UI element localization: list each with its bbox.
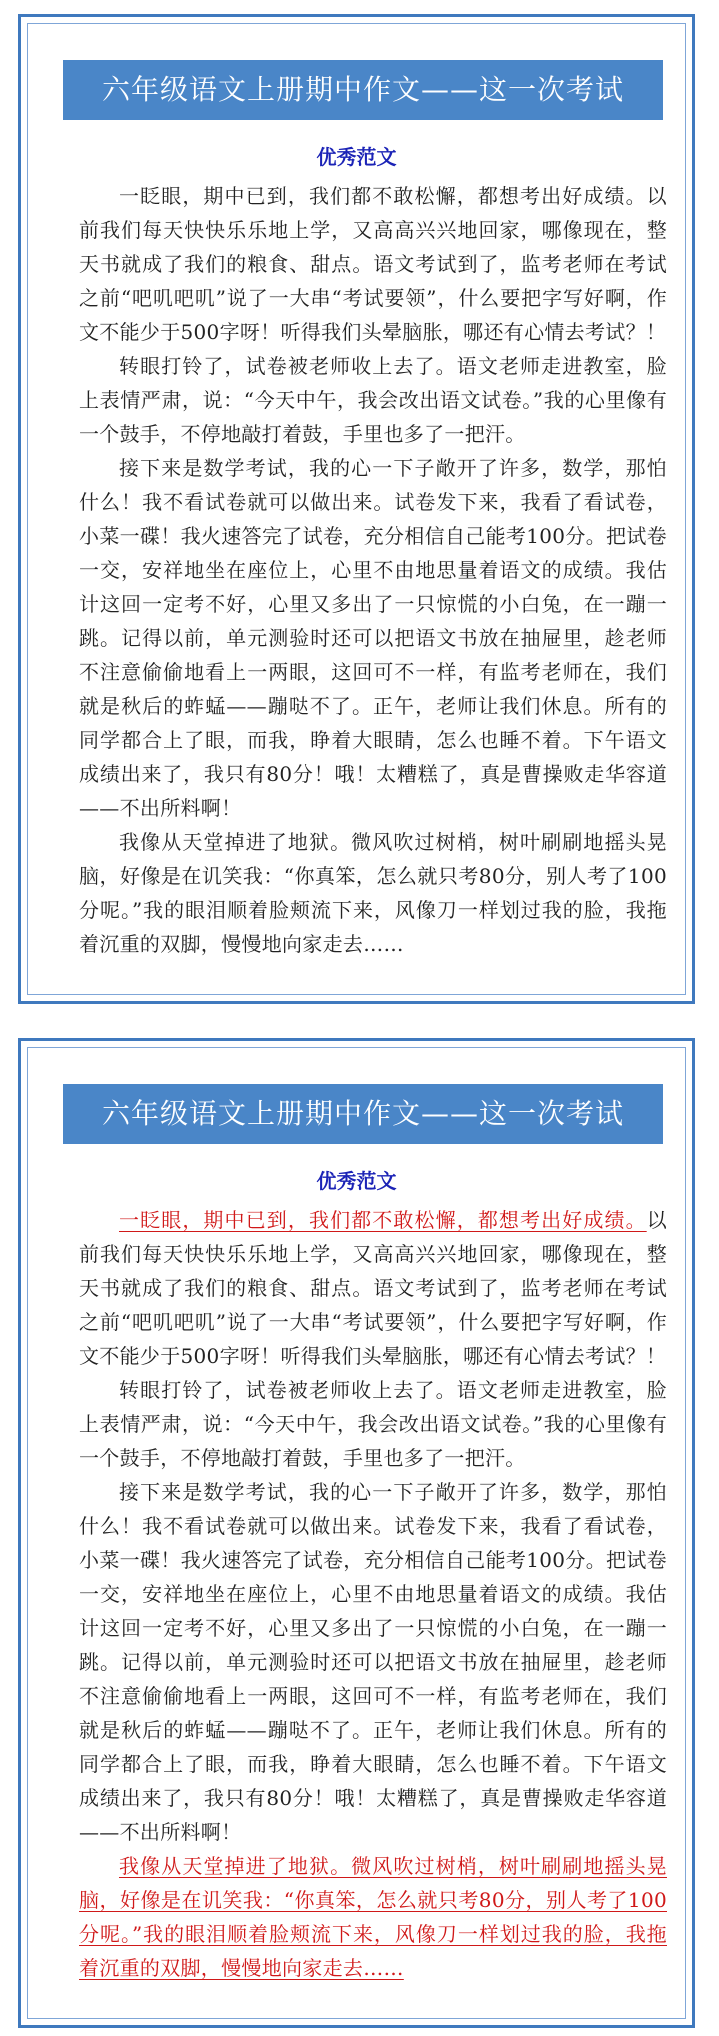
essay-paragraph: 接下来是数学考试，我的心一下子敞开了许多，数学，那怕什么！我不看试卷就可以做出来。试卷发下来，我看了看试卷，小菜一碟！我火速答完了试卷，充分相信自己能考100分。把试卷一交，安祥地坐在座位上，心里不由地思量着语文的成绩。我估计这回一定考不好，心里又多出了一只惊慌的小白兔，在一蹦一跳。记得以前，单元测验时还可以把语文书放在抽屉里，趁老师不注意偷偷地看上一两眼，这回可不一样，有监考老师在，我们就是秋后的蚱蜢——蹦哒不了。正午，老师让我们休息。所有的同学都合上了眼，而我，睁着大眼睛，怎么也睡不着。下午语文成绩出来了，我只有80分！哦！太糟糕了，真是曹操败走华容道——不出所料啊！ bbox=[79, 1480, 667, 1844]
essay-body bbox=[79, 179, 667, 961]
essay-card-annotated bbox=[18, 1038, 695, 2028]
essay-title: 六年级语文上册期中作文——这一次考试 bbox=[63, 1084, 663, 1144]
highlighted-sentence: 一眨眼，期中已到，我们都不敢松懈，都想考出好成绩。 bbox=[119, 1208, 647, 1232]
essay-title: 六年级语文上册期中作文——这一次考试 bbox=[63, 60, 663, 120]
essay-paragraph bbox=[79, 1203, 667, 1373]
essay-card-original bbox=[18, 14, 695, 1004]
essay-paragraph: 转眼打铃了，试卷被老师收上去了。语文老师走进教室，脸上表情严肃，说：“今天中午，我会改出语文试卷。”我的心里像有一个鼓手，不停地敲打着鼓，手里也多了一把汗。 bbox=[79, 354, 667, 446]
highlighted-paragraph: 我像从天堂掉进了地狱。微风吹过树梢，树叶刷刷地摇头晃脑，好像是在讥笑我：“你真笨，怎么就只考80分，别人考了100分呢。”我的眼泪顺着脸颊流下来，风像刀一样划过我的脸，我拖着沉重的双脚，慢慢地向家走去…… bbox=[79, 1854, 667, 1980]
essay-subtitle: 优秀范文 bbox=[316, 1169, 397, 1193]
essay-paragraph bbox=[79, 1849, 667, 1985]
essay-paragraph: 一眨眼，期中已到，我们都不敢松懈，都想考出好成绩。以前我们每天快快乐乐地上学，又高高兴兴地回家，哪像现在，整天书就成了我们的粮食、甜点。语文考试到了，监考老师在考试之前“吧叽吧叽”说了一大串“考试要领”，什么要把字写好啊，作文不能少于500字呀！听得我们头晕脑胀，哪还有心情去考试？！ bbox=[79, 184, 667, 344]
paragraph-text: 以前我们每天快快乐乐地上学，又高高兴兴地回家，哪像现在，整天书就成了我们的粮食、甜点。语文考试到了，监考老师在考试之前“吧叽吧叽”说了一大串“考试要领”，什么要把字写好啊，作文不能少于500字呀！听得我们头晕脑胀，哪还有心情去考试？！ bbox=[79, 1208, 667, 1368]
essay-paragraph: 转眼打铃了，试卷被老师收上去了。语文老师走进教室，脸上表情严肃，说：“今天中午，我会改出语文试卷。”我的心里像有一个鼓手，不停地敲打着鼓，手里也多了一把汗。 bbox=[79, 1378, 667, 1470]
essay-body bbox=[79, 1203, 667, 1985]
essay-paragraph: 我像从天堂掉进了地狱。微风吹过树梢，树叶刷刷地摇头晃脑，好像是在讥笑我：“你真笨，怎么就只考80分，别人考了100分呢。”我的眼泪顺着脸颊流下来，风像刀一样划过我的脸，我拖着沉重的双脚，慢慢地向家走去…… bbox=[79, 830, 667, 956]
essay-paragraph: 接下来是数学考试，我的心一下子敞开了许多，数学，那怕什么！我不看试卷就可以做出来。试卷发下来，我看了看试卷，小菜一碟！我火速答完了试卷，充分相信自己能考100分。把试卷一交，安祥地坐在座位上，心里不由地思量着语文的成绩。我估计这回一定考不好，心里又多出了一只惊慌的小白兔，在一蹦一跳。记得以前，单元测验时还可以把语文书放在抽屉里，趁老师不注意偷偷地看上一两眼，这回可不一样，有监考老师在，我们就是秋后的蚱蜢——蹦哒不了。正午，老师让我们休息。所有的同学都合上了眼，而我，睁着大眼睛，怎么也睡不着。下午语文成绩出来了，我只有80分！哦！太糟糕了，真是曹操败走华容道——不出所料啊！ bbox=[79, 456, 667, 820]
essay-subtitle: 优秀范文 bbox=[316, 145, 397, 169]
